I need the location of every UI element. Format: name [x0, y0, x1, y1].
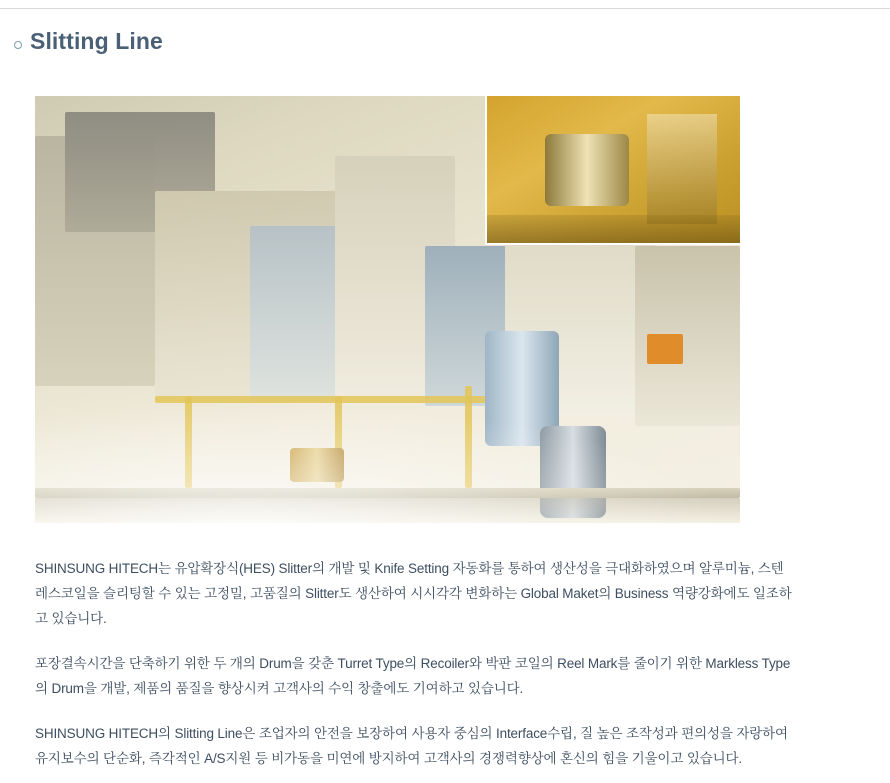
- coil-closeup-inset: [485, 96, 740, 245]
- page-title-row: [14, 30, 163, 53]
- photo-safety-rail: [155, 396, 485, 403]
- inset-floor: [487, 215, 740, 243]
- photo-light-haze: [35, 403, 740, 523]
- paragraph: SHINSUNG HITECH는 유압확장식(HES) Slitter의 개발 및 Knife Setting 자동화를 통하여 생산성을 극대화하였으며 알루미늄, 스텐레스코일을 슬리팅할 수 있는 고정밀, 고품질의 Slitter도 생산하여 시시각각 변화하는 Global Maket의 Business 역량강화에도 일조하고 있습니다.: [35, 561, 792, 626]
- inset-machine-part: [647, 114, 717, 224]
- top-divider: [0, 8, 890, 9]
- photo-machine-part: [647, 334, 683, 364]
- body-copy: [35, 556, 795, 771]
- circle-bullet-icon: [14, 41, 22, 49]
- paragraph: 포장결속시간을 단축하기 위한 두 개의 Drum을 갖춘 Turret Type의 Recoiler와 박판 코일의 Reel Mark를 줄이기 위한 Markless Type의 Drum을 개발, 제품의 품질을 향상시켜 고객사의 수익 창출에도 기여하고 있습니다.: [35, 656, 791, 696]
- inset-steel-coil: [545, 134, 629, 206]
- slitting-line-photo: [35, 96, 740, 523]
- paragraph: SHINSUNG HITECH의 Slitting Line은 조업자의 안전을 보장하여 사용자 중심의 Interface수립, 질 높은 조작성과 편의성을 자랑하여 유지보수의 단순화, 즉각적인 A/S지원 등 비가동을 미연에 방지하여 고객사의 경쟁력향상에 혼신의 힘을 기울이고 있습니다.: [35, 726, 788, 766]
- photo-background: [35, 96, 740, 523]
- page-title: Slitting Line: [30, 28, 163, 54]
